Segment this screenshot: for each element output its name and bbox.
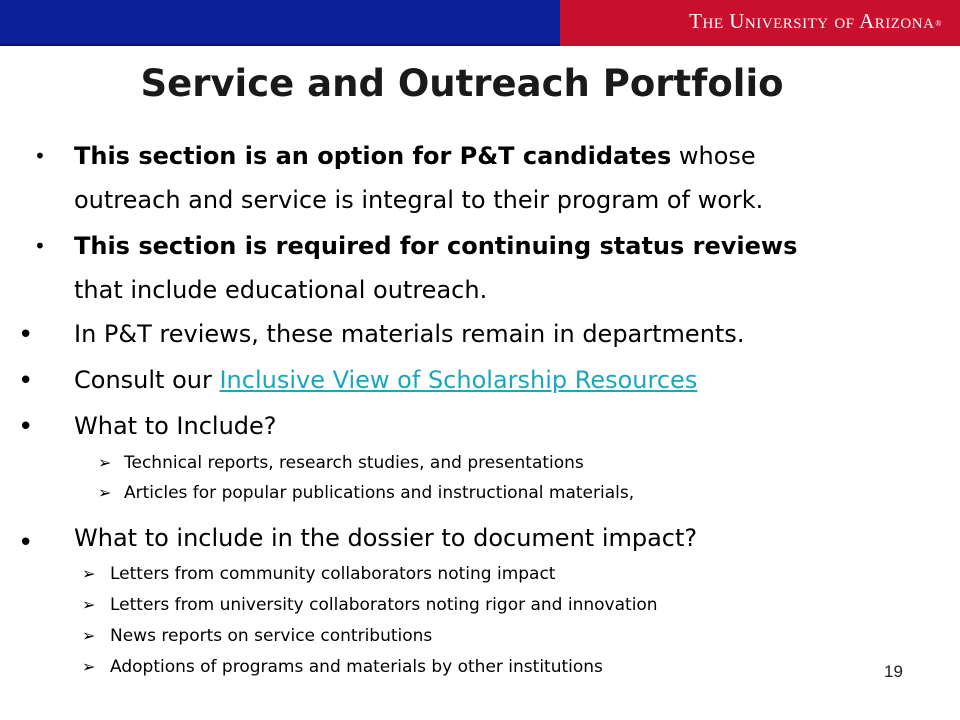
impact-item-3: News reports on service contributions: [110, 626, 433, 646]
page-number: 19: [884, 662, 903, 681]
bullet-dot-icon: •: [34, 234, 46, 258]
arrow-bullet-icon: ➢: [82, 595, 96, 614]
sub-bullet-1-line-1: [74, 134, 756, 178]
sub-bullet-1-bold: This section is an option for P&T candidates: [74, 142, 672, 170]
sub-bullet-1-rest: whose: [671, 142, 756, 170]
consult-prefix: Consult our: [74, 366, 220, 394]
bullet-dot-icon: •: [34, 144, 46, 168]
impact-item-1: Letters from community collaborators noting impact: [110, 564, 556, 584]
impact-item-4: Adoptions of programs and materials by other institutions: [110, 657, 603, 677]
bullet-departments: In P&T reviews, these materials remain in departments.: [74, 320, 745, 348]
bullet-impact: What to include in the dossier to document impact?: [74, 524, 698, 552]
sub-bullet-2-line-1: [74, 224, 797, 268]
bullet-dot-icon: •: [18, 320, 34, 350]
sub-bullet-2-line-2: that include educational outreach.: [74, 276, 488, 304]
bullet-consult: [74, 358, 697, 402]
slide-title: Service and Outreach Portfolio: [140, 62, 784, 105]
arrow-bullet-icon: ➢: [98, 453, 112, 472]
logo-text: The University of Arizona: [689, 9, 935, 33]
registered-mark: ®: [935, 19, 942, 28]
bullet-what-to-include: What to Include?: [74, 412, 277, 440]
bullet-dot-icon: •: [18, 528, 34, 558]
university-logo: [689, 9, 942, 34]
include-item-1: Technical reports, research studies, and presentations: [124, 453, 584, 473]
arrow-bullet-icon: ➢: [82, 564, 96, 583]
inclusive-view-link[interactable]: Inclusive View of Scholarship Resources: [219, 366, 698, 394]
bullet-dot-icon: •: [18, 412, 34, 442]
arrow-bullet-icon: ➢: [82, 657, 96, 676]
include-item-2: Articles for popular publications and instructional materials,: [124, 483, 635, 503]
arrow-bullet-icon: ➢: [82, 626, 96, 645]
sub-bullet-2-bold: This section is required for continuing status reviews: [74, 232, 798, 260]
sub-bullet-1-line-2: outreach and service is integral to their program of work.: [74, 186, 764, 214]
impact-item-2: Letters from university collaborators noting rigor and innovation: [110, 595, 658, 615]
arrow-bullet-icon: ➢: [98, 483, 112, 502]
bullet-dot-icon: •: [18, 366, 34, 396]
header-red-bar: [560, 0, 960, 46]
header-blue-bar: [0, 0, 560, 46]
